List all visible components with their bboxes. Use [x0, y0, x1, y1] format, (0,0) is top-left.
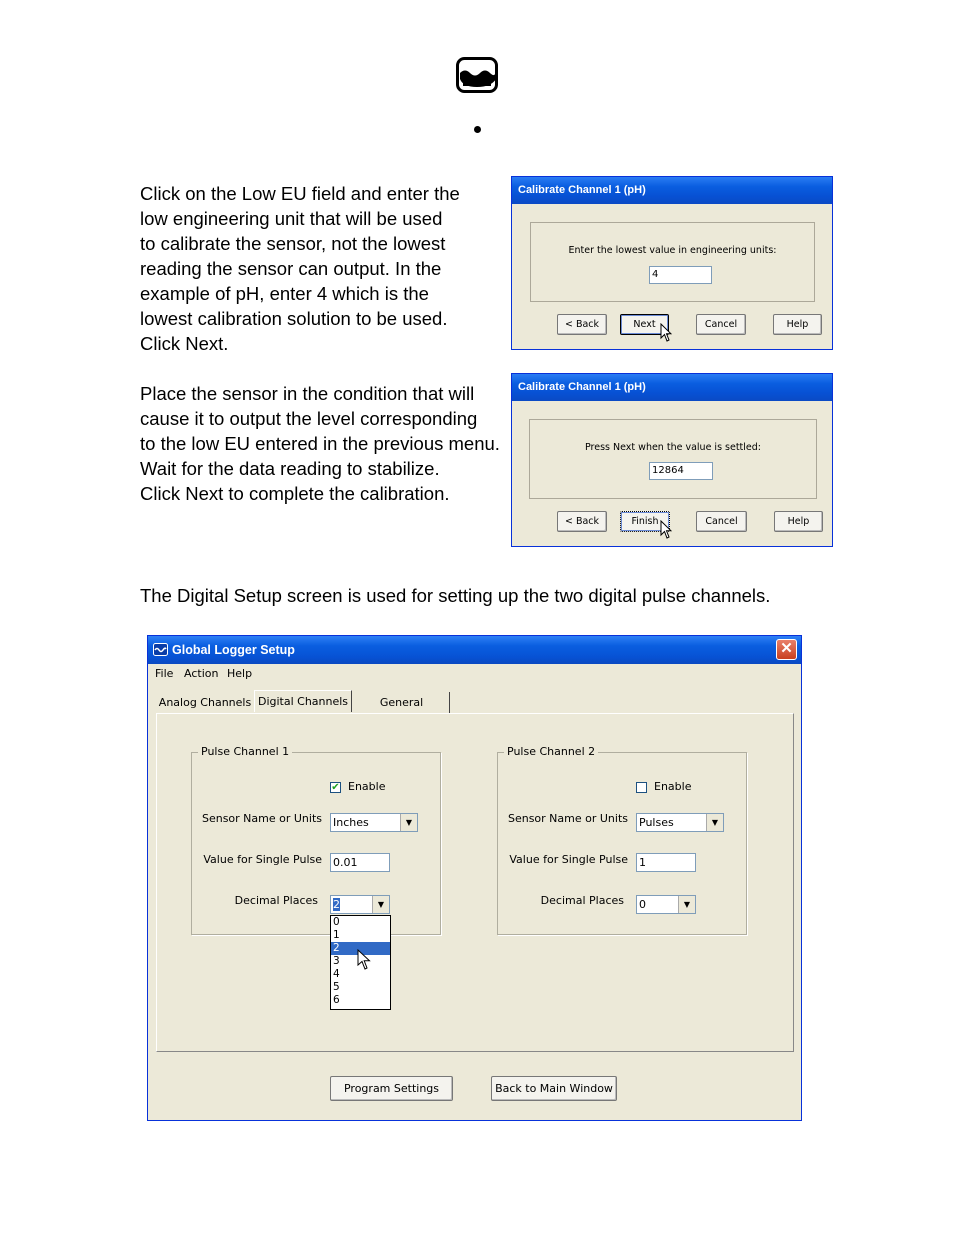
group-legend: Pulse Channel 1: [198, 745, 292, 758]
water-wave-logo-icon: [456, 57, 498, 93]
menu-help[interactable]: Help: [227, 667, 253, 680]
enable-checkbox[interactable]: [636, 782, 647, 793]
menu-bar: [148, 664, 801, 684]
close-button[interactable]: [776, 639, 797, 660]
combo-value: Inches: [333, 816, 369, 829]
tab-analog-channels[interactable]: Analog Channels: [158, 696, 252, 709]
back-button[interactable]: < Back: [557, 511, 607, 532]
pulse-value-input[interactable]: 0.01: [330, 853, 390, 872]
enable-label: Enable: [654, 780, 692, 793]
next-button[interactable]: Next: [620, 314, 669, 335]
help-button[interactable]: Help: [773, 314, 822, 335]
sensor-name-combo[interactable]: [636, 813, 724, 832]
paragraph-digital-setup: The Digital Setup screen is used for setting up the two digital pulse channels.: [140, 585, 771, 606]
calibrate-dialog-settle: [511, 373, 833, 547]
chevron-down-icon[interactable]: ▼: [372, 896, 389, 913]
dropdown-option[interactable]: 1: [333, 929, 340, 941]
sensor-name-label: Sensor Name or Units: [201, 812, 322, 825]
pulse-value-label: Value for Single Pulse: [509, 853, 628, 866]
tab-general[interactable]: General: [354, 692, 450, 714]
sensor-name-label: Sensor Name or Units: [507, 812, 628, 825]
dialog-title: Calibrate Channel 1 (pH): [512, 374, 832, 401]
check-icon: ✔: [331, 782, 340, 793]
dialog-message: Press Next when the value is settled:: [585, 442, 761, 453]
digital-channels-panel: [156, 713, 794, 1052]
sensor-name-combo[interactable]: [330, 813, 418, 832]
program-settings-button[interactable]: Program Settings: [330, 1076, 453, 1101]
paragraph-stabilize: Place the sensor in the condition that will cause it to output the level corresponding to the low EU entered in the previous menu. Wait for the data reading to stabilize. Click Next to complete the calibration.: [140, 383, 500, 504]
tab-digital-channels[interactable]: Digital Channels: [254, 690, 352, 712]
cancel-button[interactable]: Cancel: [696, 314, 746, 335]
dropdown-option-selected[interactable]: 2: [331, 942, 390, 955]
back-to-main-window-button[interactable]: Back to Main Window: [491, 1076, 617, 1101]
app-wave-icon: [153, 643, 168, 656]
pulse-value-label: Value for Single Pulse: [203, 853, 322, 866]
combo-value: 2: [333, 898, 340, 911]
pulse-channel-1-group: [191, 745, 441, 935]
decimal-places-combo[interactable]: [636, 895, 696, 914]
dialog-content-frame: [530, 222, 815, 302]
global-logger-setup-window: [147, 635, 802, 1121]
pulse-value-input[interactable]: 1: [636, 853, 696, 872]
pulse-channel-2-group: [497, 745, 747, 935]
menu-action[interactable]: Action: [184, 667, 219, 680]
decimal-places-label: Decimal Places: [234, 894, 318, 907]
decimal-places-label: Decimal Places: [540, 894, 624, 907]
enable-checkbox[interactable]: [330, 782, 341, 793]
dropdown-option[interactable]: 4: [333, 968, 340, 980]
paragraph-low-eu: Click on the Low EU field and enter the low engineering unit that will be used to calibrate the sensor, not the lowest reading the sensor can output. In the example of pH, enter 4 which is the lowest calibration solution to be used. Click Next.: [140, 183, 460, 354]
dropdown-option[interactable]: 0: [333, 916, 340, 928]
mouse-cursor-icon: [660, 323, 672, 343]
dropdown-option[interactable]: 5: [333, 981, 340, 993]
window-title: Global Logger Setup: [172, 643, 295, 657]
finish-button[interactable]: Finish: [620, 511, 670, 532]
back-button[interactable]: < Back: [557, 314, 607, 335]
calibrate-dialog-low-eu: [511, 176, 833, 350]
group-legend: Pulse Channel 2: [504, 745, 598, 758]
help-button[interactable]: Help: [774, 511, 823, 532]
dialog-title: Calibrate Channel 1 (pH): [512, 177, 832, 204]
mouse-cursor-icon: [660, 520, 672, 540]
decimal-places-combo[interactable]: [330, 895, 390, 914]
close-icon: ✕: [780, 640, 793, 657]
dialog-content-frame: [529, 419, 817, 499]
dialog-message: Enter the lowest value in engineering units:: [568, 245, 777, 256]
dropdown-option[interactable]: 3: [333, 955, 340, 967]
bullet: [474, 126, 481, 133]
window-titlebar: [148, 636, 801, 664]
cancel-button[interactable]: Cancel: [696, 511, 747, 532]
enable-label: Enable: [348, 780, 386, 793]
menu-file[interactable]: File: [155, 667, 174, 680]
combo-value: Pulses: [639, 816, 674, 829]
chevron-down-icon[interactable]: ▼: [678, 896, 695, 913]
mouse-cursor-icon: [357, 949, 371, 971]
chevron-down-icon[interactable]: ▼: [400, 814, 417, 831]
reading-value-field: 12864: [649, 462, 713, 480]
dropdown-option[interactable]: 6: [333, 994, 340, 1006]
combo-value: 0: [639, 898, 646, 911]
chevron-down-icon[interactable]: ▼: [706, 814, 723, 831]
low-eu-input[interactable]: 4: [649, 266, 712, 284]
